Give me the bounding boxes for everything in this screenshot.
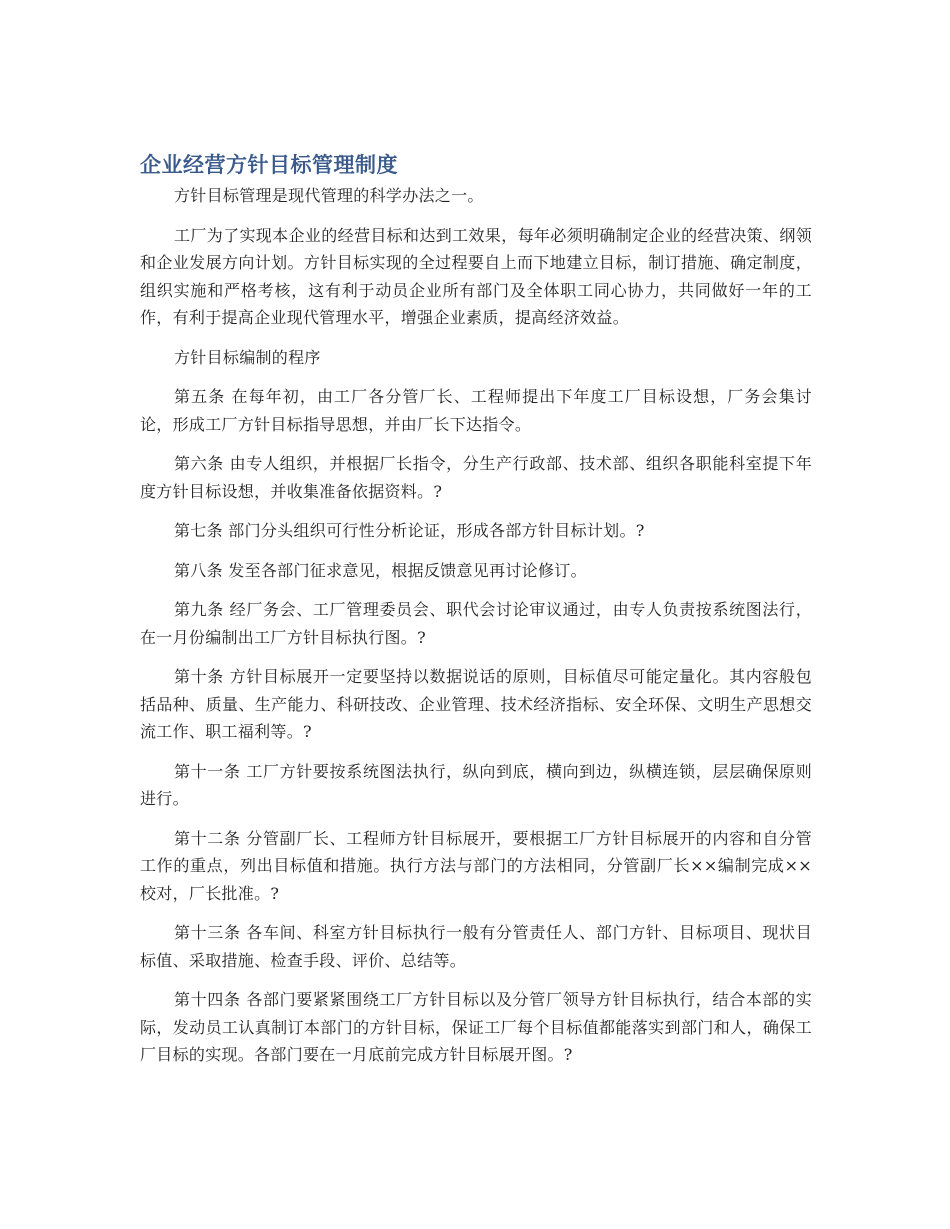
article-6: 第六条 由专人组织，并根据厂长指令，分生产行政部、技术部、组织各职能科室提下年度方针目标设想，并收集准备依据资料。? xyxy=(140,454,812,501)
article-11: 第十一条 工厂方针要按系统图法执行，纵向到底，横向到边，纵横连锁，层层确保原则进行。 xyxy=(140,761,812,808)
article-7: 第七条 部门分头组织可行性分析论证，形成各部方针目标计划。? xyxy=(174,521,645,540)
article-10: 第十条 方针目标展开一定要坚持以数据说话的原则，目标值尽可能定量化。其内容般包括品种、质量、生产能力、科研技改、企业管理、技术经济指标、安全环保、文明生产思想交流工作、职工福利等。? xyxy=(140,667,812,741)
article-8: 第八条 发至各部门征求意见，根据反馈意见再讨论修订。 xyxy=(174,560,587,580)
paragraph-intro: 方针目标管理是现代管理的科学办法之一。 xyxy=(174,186,484,205)
article-5: 第五条 在每年初，由工厂各分管厂长、工程师提出下年度工厂目标设想，厂务会集讨论，形成工厂方针目标指导思想，并由厂长下达指令。 xyxy=(140,387,812,434)
document-body xyxy=(140,150,812,1081)
article-14: 第十四条 各部门要紧紧围绕工厂方针目标以及分管厂领导方针目标执行，结合本部的实际，发动员工认真制订本部门的方针目标，保证工厂每个目标值都能落实到部门和人，确保工厂目标的实现。各部门要在一月底前完成方针目标展开图。? xyxy=(140,990,812,1064)
document-title: 企业经营方针目标管理制度 xyxy=(140,153,398,177)
article-13: 第十三条 各车间、科室方针目标执行一般有分管责任人、部门方针、目标项目、现状目标值、采取措施、检查手段、评价、总结等。 xyxy=(140,923,812,970)
article-9: 第九条 经厂务会、工厂管理委员会、职代会讨论审议通过，由专人负责按系统图法行，在一月份编制出工厂方针目标执行图。? xyxy=(140,600,812,647)
paragraph-purpose: 工厂为了实现本企业的经营目标和达到工效果，每年必须明确制定企业的经营决策、纲领和企业发展方向计划。方针目标实现的全过程要自上而下地建立目标，制订措施、确定制度，组织实施和严格考核，这有利于动员企业所有部门及全体职工同心协力，共同做好一年的工作，有利于提高企业现代管理水平，增强企业素质，提高经济效益。 xyxy=(140,225,812,327)
article-12: 第十二条 分管副厂长、工程师方针目标展开，要根据工厂方针目标展开的内容和自分管工作的重点，列出目标值和措施。执行方法与部门的方法相同，分管副厂长××编制完成××校对，厂长批准。? xyxy=(140,828,812,903)
section-heading-procedure: 方针目标编制的程序 xyxy=(174,347,321,367)
